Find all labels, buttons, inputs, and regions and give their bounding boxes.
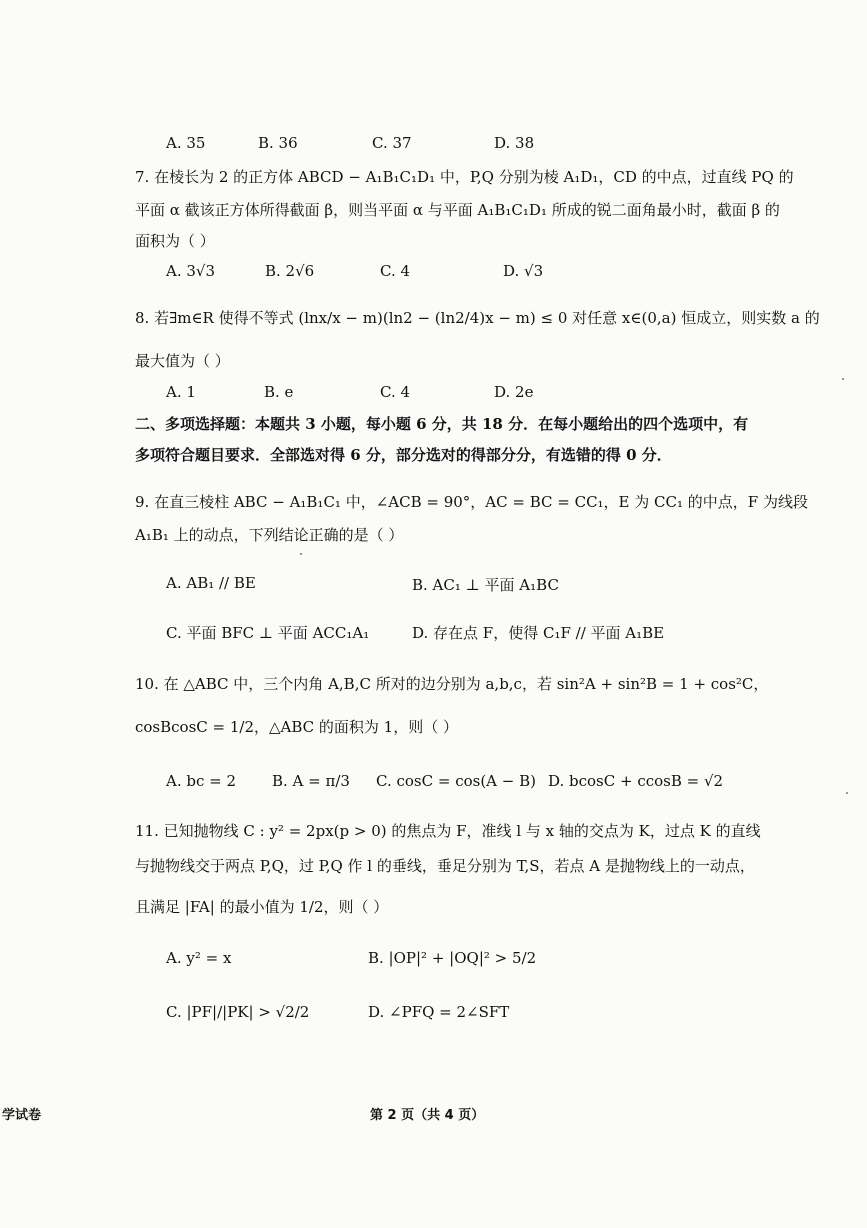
q11-option-c: C. |PF|/|PK| > √2/2 — [166, 1003, 310, 1021]
scan-speck — [846, 792, 848, 794]
q6-option-a: A. 35 — [166, 134, 206, 152]
q8-option-d: D. 2e — [494, 383, 534, 401]
q9-option-d: D. 存在点 F，使得 C₁F // 平面 A₁BE — [412, 624, 665, 642]
q7-option-a: A. 3√3 — [166, 262, 216, 280]
q9-option-b: B. AC₁ ⊥ 平面 A₁BC — [412, 576, 559, 594]
q10-stem-line-2: cosBcosC = 1/2，△ABC 的面积为 1，则（ ） — [135, 718, 458, 736]
q11-stem-line-2: 与抛物线交于两点 P,Q，过 P,Q 作 l 的垂线，垂足分别为 T,S，若点 A 是抛物线上的一动点， — [135, 857, 755, 875]
q9-option-c: C. 平面 BFC ⊥ 平面 ACC₁A₁ — [166, 624, 370, 642]
q7-stem-line-1: 7. 在棱长为 2 的正方体 ABCD − A₁B₁C₁D₁ 中，P,Q 分别为棱 A₁D₁，CD 的中点，过直线 PQ 的 — [135, 168, 794, 186]
page-number: 第 2 页（共 4 页） — [370, 1108, 485, 1123]
q11-stem-line-3: 且满足 |FA| 的最小值为 1/2，则（ ） — [135, 898, 389, 916]
q9-stem-line-1: 9. 在直三棱柱 ABC − A₁B₁C₁ 中，∠ACB = 90°，AC = BC = CC₁，E 为 CC₁ 的中点，F 为线段 — [135, 493, 808, 511]
q10-option-a: A. bc = 2 — [166, 772, 237, 790]
q11-option-a: A. y² = x — [166, 949, 232, 967]
q11-option-b: B. |OP|² + |OQ|² > 5/2 — [368, 949, 537, 967]
q8-stem-line-2: 最大值为（ ） — [135, 352, 230, 370]
section-2-line-2: 多项符合题目要求．全部选对得 6 分，部分选对的得部分分，有选错的得 0 分． — [135, 446, 672, 464]
q10-option-c: C. cosC = cos(A − B) — [376, 772, 536, 790]
q6-option-c: C. 37 — [372, 134, 412, 152]
q7-option-d: D. √3 — [503, 262, 544, 280]
q6-option-b: B. 36 — [258, 134, 298, 152]
q7-stem-line-2: 平面 α 截该正方体所得截面 β，则当平面 α 与平面 A₁B₁C₁D₁ 所成的锐二面角最小时，截面 β 的 — [135, 201, 780, 219]
section-2-line-1: 二、多项选择题：本题共 3 小题，每小题 6 分，共 18 分．在每小题给出的四个选项中，有 — [135, 415, 749, 433]
q8-option-c: C. 4 — [380, 383, 411, 401]
q8-option-b: B. e — [264, 383, 294, 401]
scan-speck — [842, 378, 844, 380]
footer-left-label: 学试卷 — [2, 1108, 42, 1123]
q6-option-d: D. 38 — [494, 134, 535, 152]
q7-option-c: C. 4 — [380, 262, 411, 280]
q11-stem-line-1: 11. 已知抛物线 C : y² = 2px(p > 0) 的焦点为 F，准线 l 与 x 轴的交点为 K，过点 K 的直线 — [135, 822, 761, 840]
scan-speck — [300, 553, 302, 555]
q9-stem-line-2: A₁B₁ 上的动点，下列结论正确的是（ ） — [135, 526, 404, 544]
q10-option-d: D. bcosC + ccosB = √2 — [548, 772, 724, 790]
q11-option-d: D. ∠PFQ = 2∠SFT — [368, 1003, 510, 1021]
q10-option-b: B. A = π/3 — [272, 772, 350, 790]
q8-option-a: A. 1 — [166, 383, 196, 401]
q8-stem-line-1: 8. 若∃m∈R 使得不等式 (lnx/x − m)(ln2 − (ln2/4)x − m) ≤ 0 对任意 x∈(0,a) 恒成立，则实数 a 的 — [135, 309, 820, 327]
q10-stem-line-1: 10. 在 △ABC 中，三个内角 A,B,C 所对的边分别为 a,b,c，若 sin²A + sin²B = 1 + cos²C， — [135, 675, 769, 693]
q7-option-b: B. 2√6 — [265, 262, 315, 280]
q7-stem-line-3: 面积为（ ） — [135, 232, 215, 250]
q9-option-a: A. AB₁ // BE — [166, 574, 256, 592]
